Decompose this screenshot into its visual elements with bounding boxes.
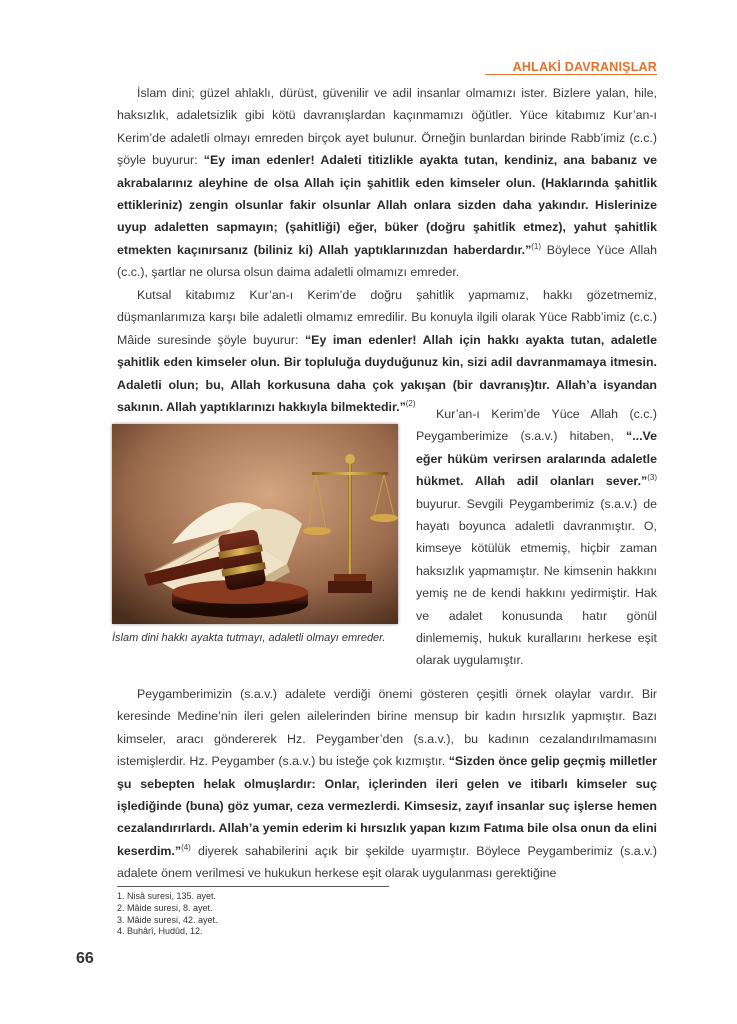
footnote-3: 3. Mâide suresi, 42. ayet.	[117, 914, 218, 925]
paragraph-3-text-end: buyurur. Sevgili Peygamberimiz (s.a.v.) de hayatı boyunca adaletli davranmıştır. O, kimseye kötülük etmemiş, hiçbir zaman haksızlık yapmamıştır. Ne kimsenin hakkını yemiş ne de kendi hakkını yedirmiştir. Hak ve adalet konusunda hatır gönül dinlememiş, hukuk kurallarını herkese eşit olarak uygulamıştır.	[416, 496, 657, 668]
paragraph-2-text: Kutsal kitabımız Kur’an-ı Kerim’de doğru şahitlik yapmamız, hakkı gözetmemiz, düşmanlarımıza karşı bile adaletli olmamız emredilir. Bu konuyla ilgili olarak Yüce Rabb’imiz (c.c.) Mâide suresinde şöyle buyurur:	[117, 288, 657, 347]
footnote-ref-3: (3)	[647, 473, 657, 483]
paragraph-1-quote: “Ey iman edenler! Adaleti titizlikle ayakta tutan, kendiniz, ana babanız ve akrabalarınız aleyhine de olsa Allah için şahitlik eden kimseler olun. (Haklarında şahitlik ettikleriniz) zengin olsunlar fakir olsunlar Allah onlara sizden daha yakındır. Hislerinize uyup adaletten sapmayın; (şahitliği) eğer, büker (doğru şahitlik etmez), yahut şahitlik etmekten kaçınırsanız (biliniz ki) Allah yaptıklarınızdan haberdardır.”	[117, 153, 658, 257]
footnotes	[117, 891, 218, 938]
paragraph-3	[416, 403, 657, 672]
footnote-divider	[117, 886, 389, 887]
section-title: AHLAKİ DAVRANIŞLAR	[512, 60, 657, 74]
footnote-1: 1. Nisâ suresi, 135. ayet.	[117, 891, 217, 901]
header-rule	[485, 74, 657, 75]
paragraph-2-quote: “Ey iman edenler! Allah için hakkı ayakta tutan, adaletle şahitlik eden kimseler olun. Bir topluluğa duyduğunuz kin, sizi adil davranmamaya itmesin. Adaletli olun; bu, Allah korkusuna daha çok yakışan (bir davranış)tır. Allah’a isyandan sakının. Allah yaptıklarınızı hakkıyla bilmektedir.”	[117, 332, 658, 415]
paragraph-4	[117, 683, 657, 885]
paragraph-4-text-end: diyerek sahabilerini açık bir şekilde uyarmıştır. Böylece Peygamberimiz (s.a.v.) adalete önem verilmesi ve hukukun herkese eşit olarak uygulanması gerektiğine	[117, 843, 657, 881]
paragraph-3-quote: “...Ve eğer hüküm verirsen aralarında adaletle hükmet. Allah adil olanları sever.”	[416, 429, 657, 489]
footnote-4: 4. Buhârî, Hudûd, 12.	[117, 926, 203, 937]
paragraph-1-text-end: Böylece Yüce Allah (c.c.), şartlar ne olursa olsun daima adaletli olmamızı emreder.	[117, 242, 657, 280]
paragraph-1	[117, 82, 657, 284]
footnote-ref-2: (2)	[405, 399, 416, 409]
justice-photo	[112, 424, 398, 624]
figure-caption: İslam dini hakkı ayakta tutmayı, adaletli olmayı emreder.	[112, 632, 386, 644]
footnote-ref-1: (1)	[531, 241, 542, 251]
paragraph-4-quote: “Sizden önce gelip geçmiş milletler şu sebepten helak olmuşlardır: Onlar, içlerinden ileri gelen ve itibarlı kimseler suç işlediğinde (buna) göz yumar, ceza vermezlerdi. Kimsesiz, zayıf insanlar suç işlerse hemen cezalandırırlardı. Allah’a yemin ederim ki hırsızlık yapan kızım Fatıma bile olsa onun da elini keserdim.”	[117, 754, 657, 858]
footnote-ref-4: (4)	[181, 842, 191, 852]
paragraph-2	[117, 284, 657, 418]
footnote-2: 2. Mâide suresi, 8. ayet.	[117, 902, 213, 913]
section-header	[485, 58, 657, 76]
paragraph-3-text: Kur’an-ı Kerim’de Yüce Allah (c.c.) Peygamberimize (s.a.v.) hitaben,	[416, 407, 657, 444]
paragraph-4-text: Peygamberimizin (s.a.v.) adalete verdiği önemi gösteren çeşitli örnek olaylar vardır. Bir keresinde Medine’nin ileri gelen ailelerinden birine mensup bir kadın hırsızlık yapmıştır. Bazı kimseler, aracı göndererek Hz. Peygamber’den (s.a.v.), bu kadının cezalandırılmamasını istemişlerdir. Hz. Peygamber (s.a.v.) bu isteğe çok kızmıştır.	[117, 687, 657, 769]
page-number: 66	[76, 950, 94, 967]
justice-illustration	[112, 424, 398, 624]
paragraph-1-text: İslam dini; güzel ahlaklı, dürüst, güvenilir ve adil insanlar olmamızı ister. Bizlere yalan, hile, haksızlık, adaletsizlik gibi kötü davranışlardan kaçınmamızı öğütler. Yüce kitabımız Kur’an-ı Kerim’de adaletli olmayı emreden birçok ayet bulunur. Örneğin bunlardan birinde Rabb’imiz (c.c.) şöyle buyurur:	[117, 86, 657, 168]
